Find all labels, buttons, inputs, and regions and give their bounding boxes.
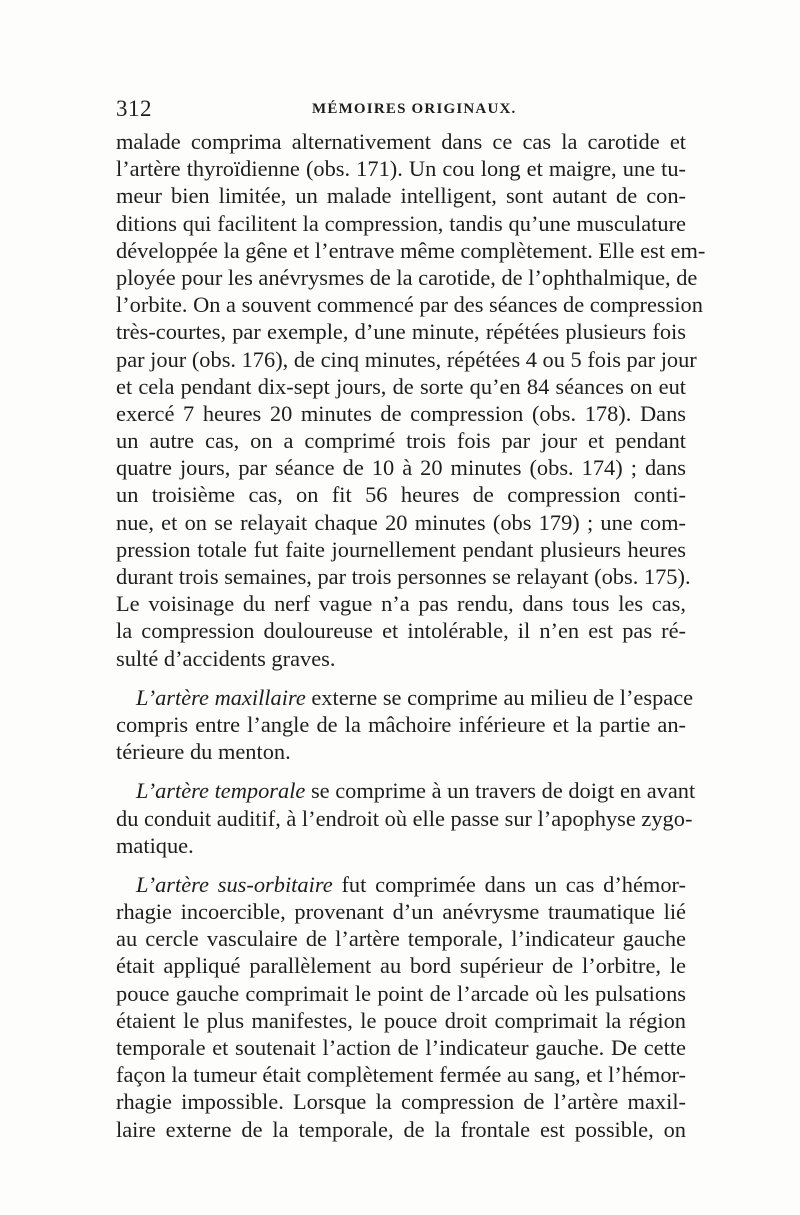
text-line: [116, 871, 686, 898]
text-line: façon la tumeur était complètement fermée au sang, et l’hémor-: [116, 1062, 686, 1088]
text-line: [116, 777, 696, 804]
text-line: était appliqué parallèlement au bord supérieur de l’orbitre, le: [116, 953, 686, 979]
text-line: pression totale fut faite journellement pendant plusieurs heures: [116, 536, 686, 562]
text-segment: externe se comprime au milieu de l’espace: [305, 684, 694, 710]
section-term: L’artère temporale: [136, 778, 306, 804]
running-head: MÉMOIRES ORIGINAUX.: [312, 101, 517, 117]
text-line: pouce gauche comprimait le point de l’arcade où les pulsations: [116, 980, 686, 1006]
text-line: rhagie impossible. Lorsque la compression de l’artère maxil-: [116, 1089, 686, 1115]
text-line: très-courtes, par exemple, d’une minute, répétées plusieurs fois: [116, 319, 686, 345]
text-line: un troisième cas, on fit 56 heures de compression conti-: [116, 482, 686, 508]
text-line: laire externe de la temporale, de la frontale est possible, on: [116, 1116, 686, 1142]
section-term: L’artère sus-orbitaire: [136, 871, 333, 897]
text-line: temporale et soutenait l’action de l’indicateur gauche. De cette: [116, 1035, 686, 1060]
text-line: [116, 684, 694, 711]
paragraph-artere-temporale: [116, 777, 696, 859]
text-line: par jour (obs. 176), de cinq minutes, répétées 4 ou 5 fois par jour: [116, 346, 697, 372]
text-line: l’artère thyroïdienne (obs. 171). Un cou long et maigre, une tu-: [116, 156, 686, 182]
section-term: L’artère maxillaire: [136, 684, 306, 710]
text-line: nue, et on se relayait chaque 20 minutes (obs 179) ; une com-: [116, 509, 686, 535]
text-line: sulté d’accidents graves.: [116, 645, 336, 671]
text-line: ployée pour les anévrysmes de la carotide, de l’ophthalmique, de: [116, 264, 698, 290]
text-line: développée la gêne et l’entrave même complètement. Elle est em-: [116, 237, 706, 263]
paragraph-artere-sus-orbitaire: [116, 871, 686, 1143]
text-line: du conduit auditif, à l’endroit où elle passe sur l’apophyse zygo-: [116, 805, 693, 831]
text-line: compris entre l’angle de la mâchoire inférieure et la partie an-: [116, 711, 686, 737]
page-header: [116, 96, 686, 126]
text-line: exercé 7 heures 20 minutes de compression (obs. 178). Dans: [116, 400, 686, 426]
text-line: quatre jours, par séance de 10 à 20 minutes (obs. 174) ; dans: [116, 455, 686, 481]
text-line: la compression douloureuse et intolérable, il n’en est pas ré-: [116, 618, 686, 644]
paragraph-artere-maxillaire: [116, 684, 694, 766]
text-line: ditions qui facilitent la compression, tandis qu’une musculature: [116, 210, 686, 236]
text-segment: fut comprimée dans un cas d’hémor-: [332, 871, 686, 897]
text-line: un autre cas, on a comprimé trois fois par jour et pendant: [116, 428, 686, 454]
text-line: l’orbite. On a souvent commencé par des séances de compression: [116, 292, 703, 318]
text-line: et cela pendant dix-sept jours, de sorte qu’en 84 séances on eut: [116, 373, 686, 399]
text-line: térieure du menton.: [116, 739, 291, 765]
text-segment: se comprime à un travers de doigt en avant: [305, 778, 696, 804]
text-line: étaient le plus manifestes, le pouce droit comprimait la région: [116, 1007, 686, 1033]
text-line: matique.: [116, 832, 194, 858]
body-text: [116, 128, 706, 1143]
page-number: 312: [116, 96, 152, 121]
text-line: Le voisinage du nerf vague n’a pas rendu, dans tous les cas,: [116, 591, 686, 617]
text-line: durant trois semaines, par trois personnes se relayant (obs. 175).: [116, 564, 691, 589]
text-line: au cercle vasculaire de l’artère temporale, l’indicateur gauche: [116, 926, 686, 952]
text-line: malade comprima alternativement dans ce cas la carotide et: [116, 129, 686, 154]
paragraph-compression-carotide: [116, 128, 706, 672]
text-line: rhagie incoercible, provenant d’un anévrysme traumatique lié: [116, 899, 686, 925]
text-line: meur bien limitée, un malade intelligent, sont autant de con-: [116, 183, 686, 209]
